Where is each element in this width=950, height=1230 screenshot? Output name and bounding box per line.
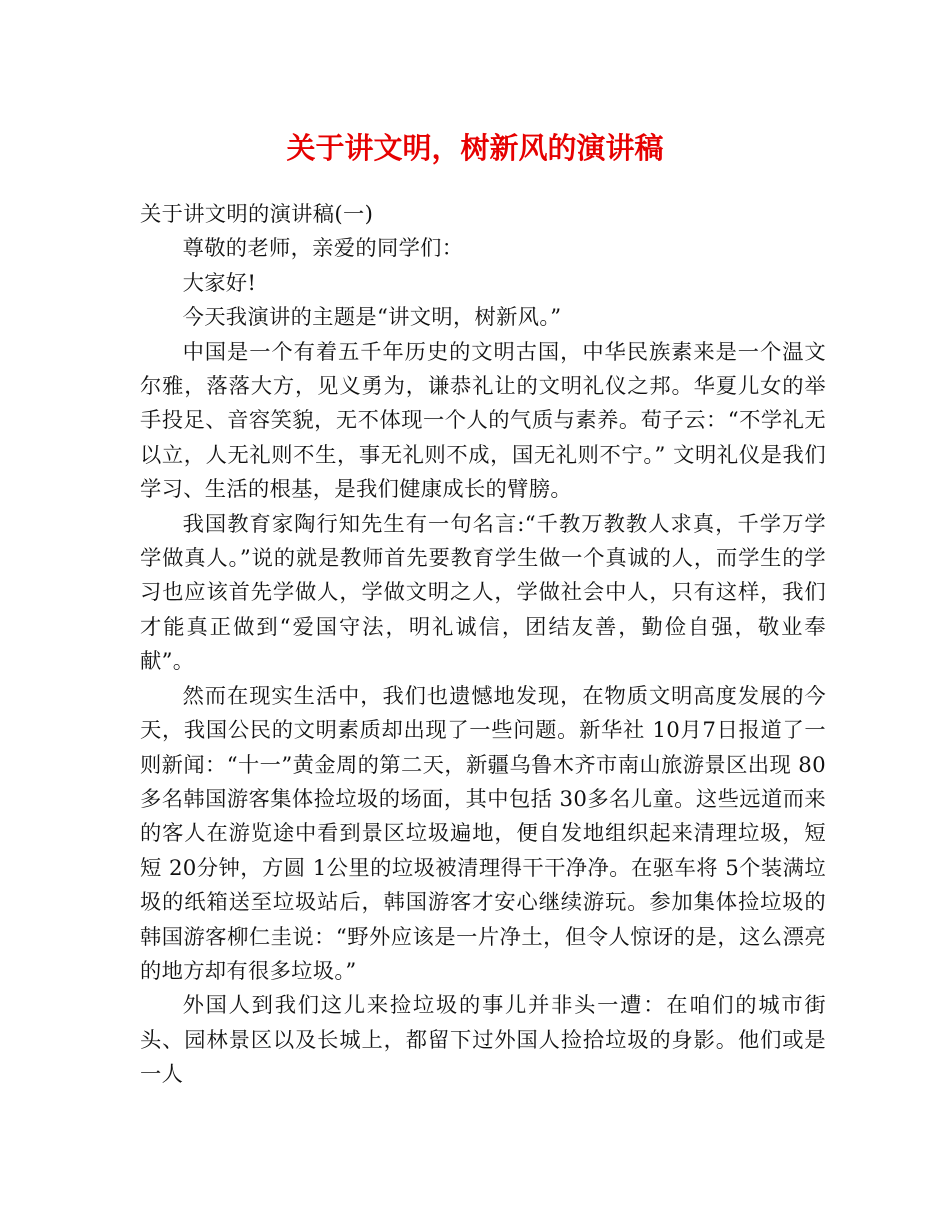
paragraph-reality: 然而在现实生活中，我们也遗憾地发现，在物质文明高度发展的今天，我国公民的文明素质却出现了一些问题。新华社 10月7日报道了一则新闻：“十一”黄金周的第二天，新疆乌鲁木齐市南山旅游景区出现 80多名韩国游客集体捡垃圾的场面，其中包括 30多名儿童。这些远道而来的客人在游览途中看到景区垃圾遍地，便自发地组织起来清理垃圾，短短 20分钟，方圆 1公里的垃圾被清理得干干净净。在驱车将 5个装满垃圾的纸箱送至垃圾站后，韩国游客才安心继续游玩。参加集体捡垃圾的韩国游客柳仁圭说：“野外应该是一片净土，但令人惊讶的是，这么漂亮的地方却有很多垃圾。” bbox=[140, 683, 826, 984]
section-subheading: 关于讲文明的演讲稿(一) bbox=[140, 202, 374, 227]
paragraph-tao-xingzhi: 我国教育家陶行知先生有一句名言:“千教万教教人求真，千学万学学做真人。”说的就是教师首先要教育学生做一个真诚的人，而学生的学习也应该首先学做人，学做文明之人，学做社会中人，只有这样，我们才能真正做到“爱国守法，明礼诚信，团结友善，勤俭自强，敬业奉献”。 bbox=[140, 511, 826, 675]
document-body bbox=[140, 198, 826, 1093]
document-title: 关于讲文明，树新风的演讲稿 bbox=[286, 131, 664, 165]
paragraph-foreigners: 外国人到我们这儿来捡垃圾的事儿并非头一遭：在咱们的城市街头、园林景区以及长城上，都留下过外国人捡拾垃圾的身影。他们或是一人 bbox=[140, 993, 826, 1088]
paragraph-topic: 今天我演讲的主题是“讲文明，树新风。” bbox=[182, 305, 562, 331]
paragraph-salutation: 尊敬的老师，亲爱的同学们： bbox=[182, 236, 464, 262]
paragraph-civilization: 中国是一个有着五千年历史的文明古国，中华民族素来是一个温文尔雅，落落大方，见义勇为，谦恭礼让的文明礼仪之邦。华夏儿女的举手投足、音容笑貌，无不体现一个人的气质与素养。荀子云：“不学礼无以立，人无礼则不生，事无礼则不成，国无礼则不宁。” 文明礼仪是我们学习、生活的根基，是我们健康成长的臂膀。 bbox=[140, 339, 826, 503]
paragraph-greeting: 大家好! bbox=[182, 270, 257, 296]
